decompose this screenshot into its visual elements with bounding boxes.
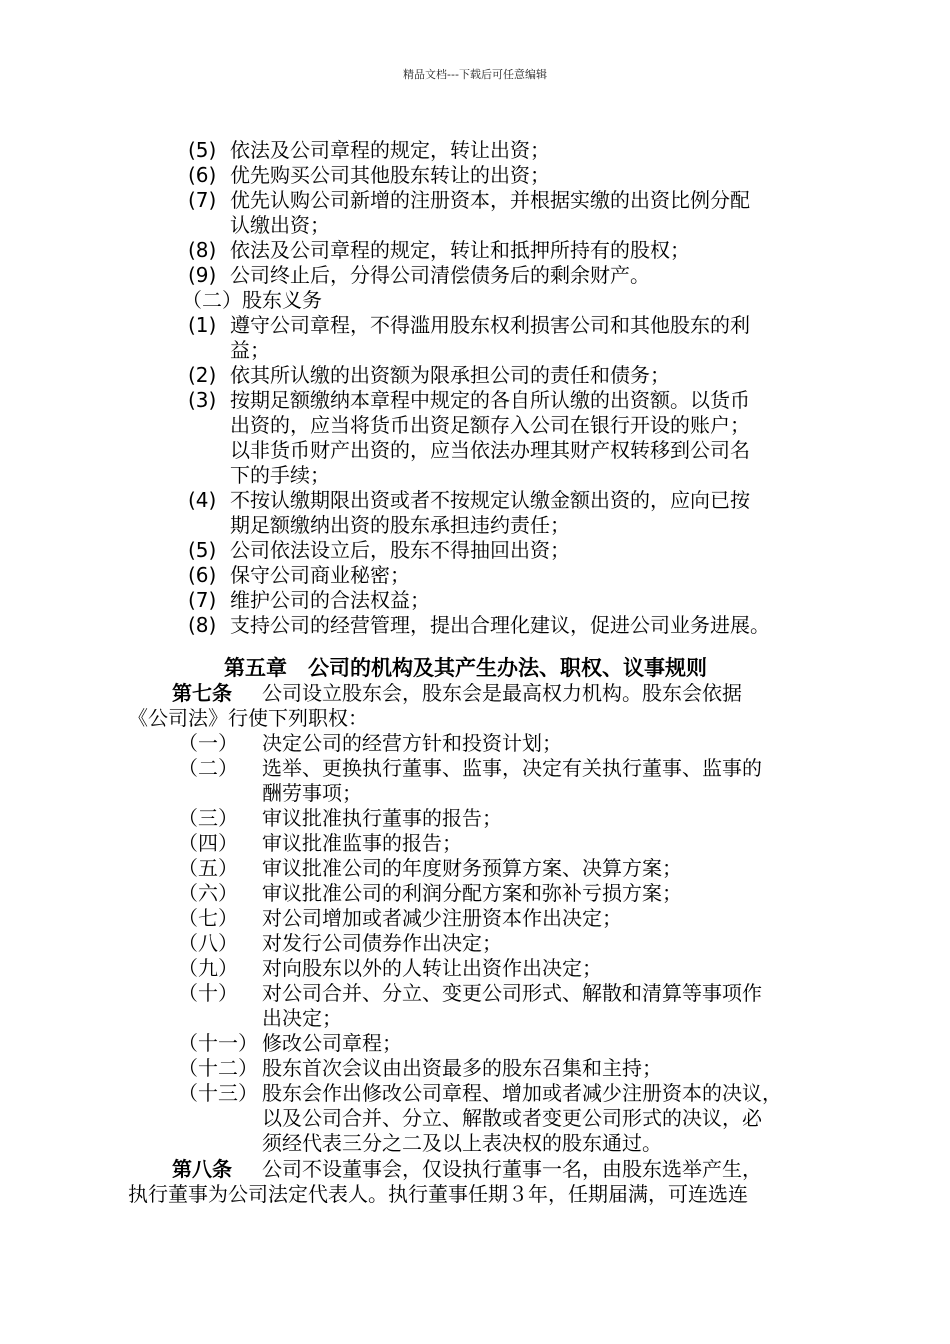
power-item-text: 股东会作出修改公司章程、增加或者减少注册资本的决议，	[262, 1081, 782, 1105]
power-item-text: 股东首次会议由出资最多的股东召集和主持；	[262, 1056, 662, 1080]
duties-item-text: 期足额缴纳出资的股东承担违约责任；	[230, 513, 570, 537]
power-item-text: 修改公司章程；	[262, 1031, 402, 1055]
duties-item-number: (8)	[188, 613, 217, 637]
duties-item-text: 遵守公司章程，不得滥用股东权利损害公司和其他股东的利	[230, 313, 750, 337]
rights-item-number: (6)	[188, 163, 217, 187]
article-8-text: 公司不设董事会，仅设执行董事一名，由股东选举产生，	[262, 1157, 762, 1181]
power-item-text: 须经代表三分之二及以上表决权的股东通过。	[262, 1131, 662, 1155]
page-header: 精品文档---下载后可任意编辑	[403, 68, 547, 81]
duties-item-number: (1)	[188, 313, 217, 337]
rights-item-text: 依法及公司章程的规定，转让和抵押所持有的股权；	[230, 238, 690, 262]
power-item-text: 决定公司的经营方针和投资计划；	[262, 731, 562, 755]
power-item-number: （十一）	[178, 1031, 258, 1055]
power-item-number: （十三）	[178, 1081, 258, 1105]
power-item-number: （五）	[178, 856, 238, 880]
duties-item-text: 公司依法设立后，股东不得抽回出资；	[230, 538, 570, 562]
power-item-number: （六）	[178, 881, 238, 905]
power-item-text: 审议批准公司的年度财务预算方案、决算方案；	[262, 856, 682, 880]
rights-item-number: (9)	[188, 263, 217, 287]
duties-item-number: (5)	[188, 538, 217, 562]
power-item-text: 选举、更换执行董事、监事，决定有关执行董事、监事的	[262, 756, 762, 780]
power-item-number: （十二）	[178, 1056, 258, 1080]
power-item-text: 对向股东以外的人转让出资作出决定；	[262, 956, 602, 980]
duties-item-text: 以非货币财产出资的，应当依法办理其财产权转移到公司名	[230, 438, 750, 462]
power-item-text: 出决定；	[262, 1006, 342, 1030]
power-item-text: 审议批准监事的报告；	[262, 831, 462, 855]
rights-item-text: 认缴出资；	[230, 213, 330, 237]
article-8-text-cont: 执行董事为公司法定代表人。执行董事任期３年，任期届满，可连选连	[128, 1182, 748, 1206]
rights-item-text: 优先购买公司其他股东转让的出资；	[230, 163, 550, 187]
article-7-label: 第七条	[172, 681, 232, 705]
power-item-text: 以及公司合并、分立、解散或者变更公司形式的决议，必	[262, 1106, 762, 1130]
chapter-title: 第五章 公司的机构及其产生办法、职权、议事规则	[224, 656, 707, 680]
duties-item-text: 保守公司商业秘密；	[230, 563, 410, 587]
power-item-number: （三）	[178, 806, 238, 830]
duties-item-number: (4)	[188, 488, 217, 512]
power-item-text: 审议批准公司的利润分配方案和弥补亏损方案；	[262, 881, 682, 905]
power-item-text: 审议批准执行董事的报告；	[262, 806, 502, 830]
duties-item-number: (3)	[188, 388, 217, 412]
duties-item-number: (7)	[188, 588, 217, 612]
rights-item-number: (7)	[188, 188, 217, 212]
duties-item-text: 出资的，应当将货币出资足额存入公司在银行开设的账户；	[230, 413, 750, 437]
power-item-text: 对公司合并、分立、变更公司形式、解散和清算等事项作	[262, 981, 762, 1005]
duties-item-text: 下的手续；	[230, 463, 330, 487]
article-7-text: 公司设立股东会，股东会是最高权力机构。股东会依据	[262, 681, 742, 705]
power-item-number: （二）	[178, 756, 238, 780]
power-item-number: （九）	[178, 956, 238, 980]
duties-item-number: (2)	[188, 363, 217, 387]
duties-item-text: 不按认缴期限出资或者不按规定认缴金额出资的，应向已按	[230, 488, 750, 512]
power-item-number: （十）	[178, 981, 238, 1005]
duties-item-number: (6)	[188, 563, 217, 587]
rights-item-text: 公司终止后，分得公司清偿债务后的剩余财产。	[230, 263, 650, 287]
article-8-label: 第八条	[172, 1157, 232, 1181]
duties-item-text: 益；	[230, 338, 270, 362]
duties-item-text: 维护公司的合法权益；	[230, 588, 430, 612]
power-item-text: 对发行公司债券作出决定；	[262, 931, 502, 955]
power-item-text: 酬劳事项；	[262, 781, 362, 805]
duties-heading: （二）股东义务	[182, 288, 322, 312]
article-7-text-cont: 《公司法》行使下列职权：	[128, 706, 368, 730]
rights-item-text: 依法及公司章程的规定，转让出资；	[230, 138, 550, 162]
power-item-text: 对公司增加或者减少注册资本作出决定；	[262, 906, 622, 930]
power-item-number: （七）	[178, 906, 238, 930]
rights-item-number: (5)	[188, 138, 217, 162]
power-item-number: （一）	[178, 731, 238, 755]
rights-item-text: 优先认购公司新增的注册资本，并根据实缴的出资比例分配	[230, 188, 750, 212]
power-item-number: （四）	[178, 831, 238, 855]
duties-item-text: 支持公司的经营管理，提出合理化建议，促进公司业务进展。	[230, 613, 770, 637]
duties-item-text: 依其所认缴的出资额为限承担公司的责任和债务；	[230, 363, 670, 387]
rights-item-number: (8)	[188, 238, 217, 262]
duties-item-text: 按期足额缴纳本章程中规定的各自所认缴的出资额。以货币	[230, 388, 750, 412]
power-item-number: （八）	[178, 931, 238, 955]
